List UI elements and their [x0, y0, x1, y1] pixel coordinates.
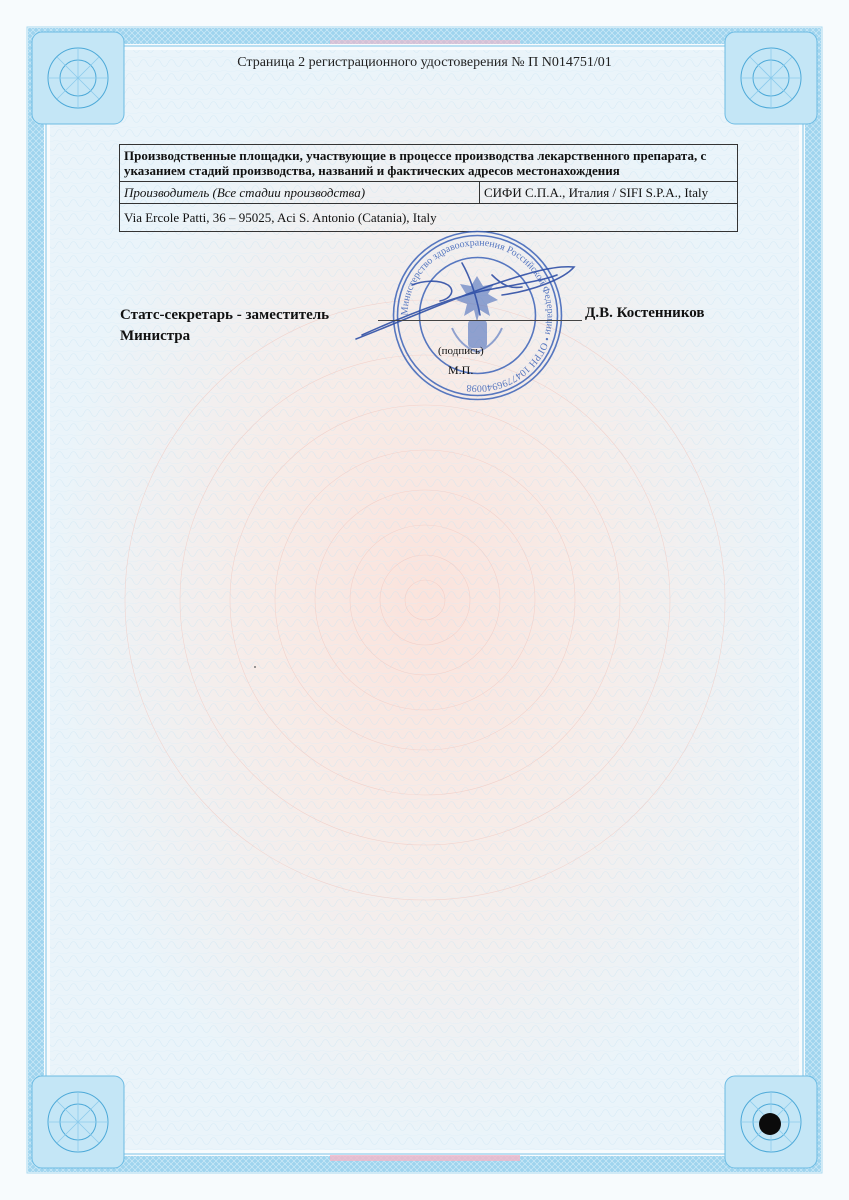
- manufacturer-role: Производитель (Все стадии производства): [120, 182, 480, 204]
- signature-icon: [352, 255, 582, 345]
- table-heading: Производственные площадки, участвующие в процессе производства лекарственного препарата, с указанием стадий производства, названий и фактических адресов местонахождения: [120, 145, 738, 182]
- stamp-label: М.П.: [448, 363, 474, 377]
- ink-dot: [254, 666, 256, 668]
- manufacturing-sites-table: [119, 144, 738, 232]
- table-row: [120, 182, 738, 204]
- table-header-row: [120, 145, 738, 182]
- signatory-title: Статс-секретарь - заместитель Министра: [120, 307, 330, 344]
- page-header: Страница 2 регистрационного удостоверения № П N014751/01: [237, 55, 612, 70]
- stamp-text: Министерство здравоохранения Российской Федерации • ОГРН 1047796940098: [399, 237, 556, 394]
- manufacturer-address: Via Ercole Patti, 36 – 95025, Aci S. Antonio (Catania), Italy: [120, 204, 738, 232]
- punch-hole: [759, 1113, 781, 1135]
- manufacturer-company: СИФИ С.П.А., Италия / SIFI S.P.A., Italy: [480, 182, 738, 204]
- signatory-name: Д.В. Костенников: [585, 305, 705, 321]
- signature-caption: (подпись): [438, 345, 484, 357]
- signature-line: [378, 320, 582, 321]
